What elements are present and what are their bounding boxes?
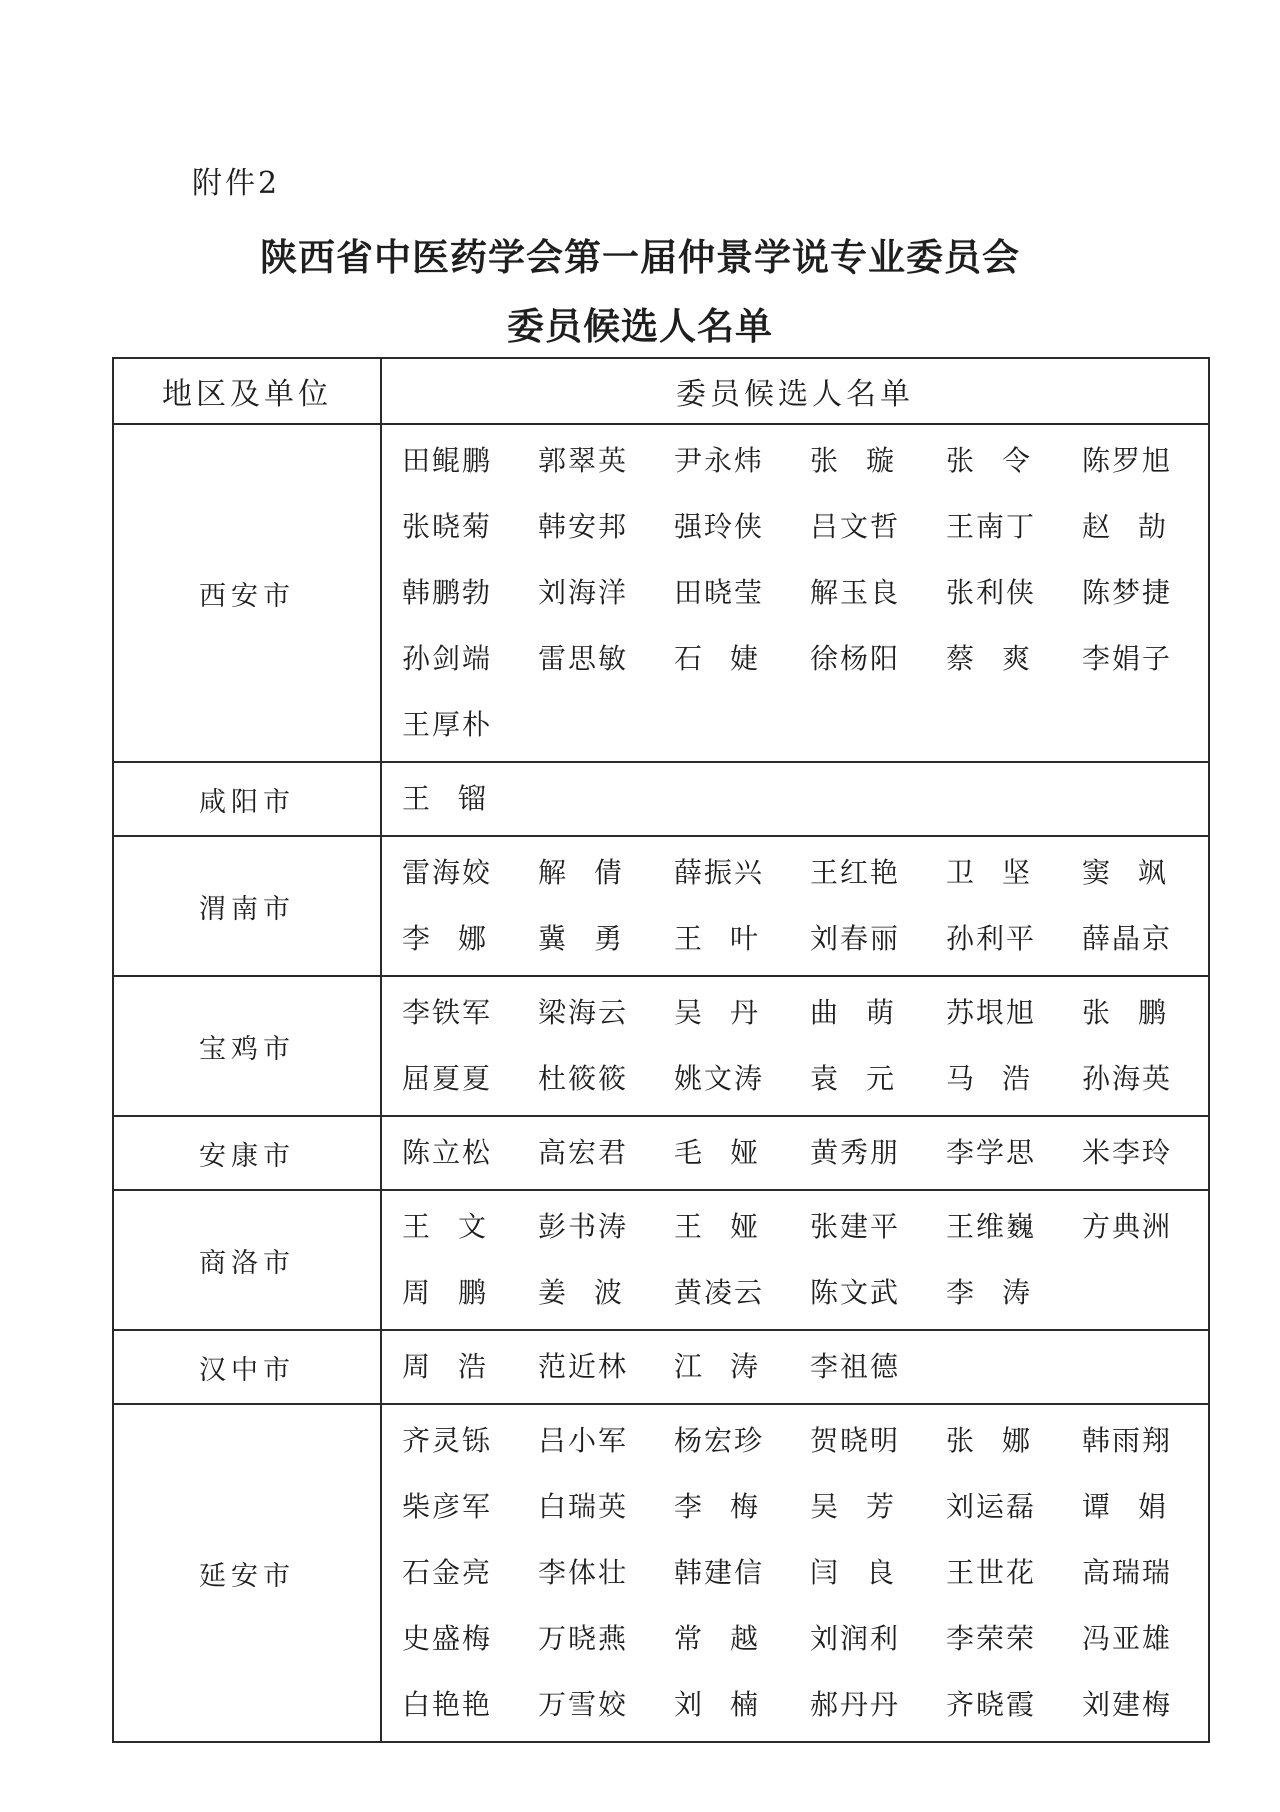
candidate-name: 田晓莹 [674, 576, 765, 609]
candidate-name: 范近林 [538, 1350, 629, 1383]
document-title-line-2: 委员候选人名单 [507, 305, 773, 348]
candidate-name: 高瑞瑞 [1082, 1556, 1173, 1589]
header-names: 委员候选人名单 [381, 358, 1209, 424]
candidate-name: 白瑞英 [538, 1490, 629, 1523]
candidate-name: 刘海洋 [538, 576, 629, 609]
table-row [113, 762, 1209, 836]
region-cell: 汉中市 [113, 1330, 381, 1404]
candidate-name: 苏垠旭 [946, 996, 1037, 1029]
region-cell: 延安市 [113, 1404, 381, 1742]
candidate-name: 张娜 [946, 1424, 1059, 1457]
candidate-name: 姜波 [538, 1276, 651, 1309]
names-cell [381, 836, 1209, 976]
candidate-name: 陈罗旭 [1082, 444, 1173, 477]
header-region: 地区及单位 [113, 358, 381, 424]
candidate-name: 曲萌 [810, 996, 923, 1029]
candidate-name: 薛振兴 [674, 856, 765, 889]
candidate-name: 卫坚 [946, 856, 1059, 889]
candidate-name: 刘春丽 [810, 922, 901, 955]
candidate-name: 周浩 [402, 1350, 515, 1383]
candidate-name: 韩鹏勃 [402, 576, 493, 609]
names-grid [402, 428, 1208, 758]
candidate-name: 韩雨翔 [1082, 1424, 1173, 1457]
candidate-name: 李体壮 [538, 1556, 629, 1589]
table-body [113, 424, 1209, 1742]
candidate-name: 雷思敏 [538, 642, 629, 675]
candidate-name: 韩安邦 [538, 510, 629, 543]
candidate-name: 王世花 [946, 1556, 1037, 1589]
candidate-name: 李梅 [674, 1490, 787, 1523]
candidate-name: 梁海云 [538, 996, 629, 1029]
candidate-name: 李铁军 [402, 996, 493, 1029]
names-grid [402, 1194, 1208, 1326]
candidate-name: 柴彦军 [402, 1490, 493, 1523]
table-row [113, 1190, 1209, 1330]
candidate-name: 尹永炜 [674, 444, 765, 477]
candidate-name: 赵劼 [1082, 510, 1195, 543]
candidate-name: 强玲侠 [674, 510, 765, 543]
region-cell: 安康市 [113, 1116, 381, 1190]
document-title-line-1: 陕西省中医药学会第一届仲景学说专业委员会 [260, 236, 1020, 279]
candidate-name: 方典洲 [1082, 1210, 1173, 1243]
candidate-name: 雷海姣 [402, 856, 493, 889]
candidate-name: 毛娅 [674, 1136, 787, 1169]
candidate-name: 王娅 [674, 1210, 787, 1243]
candidate-name: 齐晓霞 [946, 1688, 1037, 1721]
candidate-name: 周鹏 [402, 1276, 515, 1309]
candidate-name: 高宏君 [538, 1136, 629, 1169]
names-cell [381, 1116, 1209, 1190]
candidate-name: 窦飒 [1082, 856, 1195, 889]
region-cell: 渭南市 [113, 836, 381, 976]
names-cell [381, 762, 1209, 836]
names-cell [381, 1330, 1209, 1404]
candidate-name: 郝丹丹 [810, 1688, 901, 1721]
candidate-name: 李荣荣 [946, 1622, 1037, 1655]
candidate-name: 张晓菊 [402, 510, 493, 543]
candidate-name: 白艳艳 [402, 1688, 493, 1721]
table-header-row [113, 358, 1209, 424]
region-cell: 西安市 [113, 424, 381, 762]
candidate-name: 刘楠 [674, 1688, 787, 1721]
candidate-name: 孙利平 [946, 922, 1037, 955]
candidate-name: 王叶 [674, 922, 787, 955]
names-grid [402, 1408, 1208, 1738]
attachment-label: 附件2 [192, 166, 281, 201]
names-cell [381, 1190, 1209, 1330]
candidate-name: 刘运磊 [946, 1490, 1037, 1523]
candidate-name: 王文 [402, 1210, 515, 1243]
candidate-name: 孙剑端 [402, 642, 493, 675]
candidate-name: 张令 [946, 444, 1059, 477]
names-grid [402, 766, 1208, 832]
candidate-name: 姚文涛 [674, 1062, 765, 1095]
candidate-name: 王红艳 [810, 856, 901, 889]
candidate-name: 徐杨阳 [810, 642, 901, 675]
candidate-name: 李祖德 [810, 1350, 901, 1383]
candidate-name: 李涛 [946, 1276, 1059, 1309]
candidate-name: 米李玲 [1082, 1136, 1173, 1169]
table-row [113, 1116, 1209, 1190]
candidate-name: 王镏 [402, 782, 515, 815]
candidate-name: 张鹏 [1082, 996, 1195, 1029]
candidate-name: 石金亮 [402, 1556, 493, 1589]
candidate-name: 冀勇 [538, 922, 651, 955]
candidate-name: 常越 [674, 1622, 787, 1655]
region-cell: 宝鸡市 [113, 976, 381, 1116]
candidate-name: 贺晓明 [810, 1424, 901, 1457]
region-cell: 商洛市 [113, 1190, 381, 1330]
candidate-name: 韩建信 [674, 1556, 765, 1589]
names-grid [402, 1120, 1208, 1186]
candidate-name: 杜筱筱 [538, 1062, 629, 1095]
candidate-name: 闫良 [810, 1556, 923, 1589]
candidate-name: 万雪姣 [538, 1688, 629, 1721]
candidate-name: 薛晶京 [1082, 922, 1173, 955]
candidate-name: 李娟子 [1082, 642, 1173, 675]
candidate-name: 彭书涛 [538, 1210, 629, 1243]
table-row [113, 424, 1209, 762]
candidate-name: 刘建梅 [1082, 1688, 1173, 1721]
candidate-name: 马浩 [946, 1062, 1059, 1095]
candidate-name: 黄秀朋 [810, 1136, 901, 1169]
candidate-name: 李学思 [946, 1136, 1037, 1169]
candidate-name: 杨宏珍 [674, 1424, 765, 1457]
candidate-name: 吕小军 [538, 1424, 629, 1457]
table-row [113, 976, 1209, 1116]
candidate-name: 王厚朴 [402, 708, 493, 741]
candidate-name: 万晓燕 [538, 1622, 629, 1655]
region-cell: 咸阳市 [113, 762, 381, 836]
candidate-name: 刘润利 [810, 1622, 901, 1655]
candidate-name: 吴芳 [810, 1490, 923, 1523]
candidate-name: 黄凌云 [674, 1276, 765, 1309]
names-cell [381, 1404, 1209, 1742]
candidate-name: 石婕 [674, 642, 787, 675]
candidate-name: 陈文武 [810, 1276, 901, 1309]
candidate-name: 王南丁 [946, 510, 1037, 543]
candidate-name: 齐灵铄 [402, 1424, 493, 1457]
candidate-name: 蔡爽 [946, 642, 1059, 675]
candidate-name: 张建平 [810, 1210, 901, 1243]
candidate-name: 吴丹 [674, 996, 787, 1029]
candidate-name: 李娜 [402, 922, 515, 955]
candidate-name: 吕文哲 [810, 510, 901, 543]
candidate-name: 陈梦捷 [1082, 576, 1173, 609]
names-grid [402, 980, 1208, 1112]
candidate-name: 田鲲鹏 [402, 444, 493, 477]
candidate-name: 江涛 [674, 1350, 787, 1383]
candidate-name: 屈夏夏 [402, 1062, 493, 1095]
table-row [113, 1330, 1209, 1404]
candidate-name: 史盛梅 [402, 1622, 493, 1655]
candidate-name: 冯亚雄 [1082, 1622, 1173, 1655]
candidate-name: 孙海英 [1082, 1062, 1173, 1095]
names-cell [381, 976, 1209, 1116]
candidate-name: 张璇 [810, 444, 923, 477]
candidate-name: 解玉良 [810, 576, 901, 609]
names-cell [381, 424, 1209, 762]
candidate-name: 陈立松 [402, 1136, 493, 1169]
candidate-table [112, 357, 1210, 1743]
table-row [113, 1404, 1209, 1742]
candidate-name: 王维巍 [946, 1210, 1037, 1243]
candidate-name: 张利侠 [946, 576, 1037, 609]
candidate-name: 解倩 [538, 856, 651, 889]
candidate-name: 袁元 [810, 1062, 923, 1095]
candidate-name: 谭娟 [1082, 1490, 1195, 1523]
names-grid [402, 1334, 1208, 1400]
names-grid [402, 840, 1208, 972]
candidate-name: 郭翠英 [538, 444, 629, 477]
table-row [113, 836, 1209, 976]
